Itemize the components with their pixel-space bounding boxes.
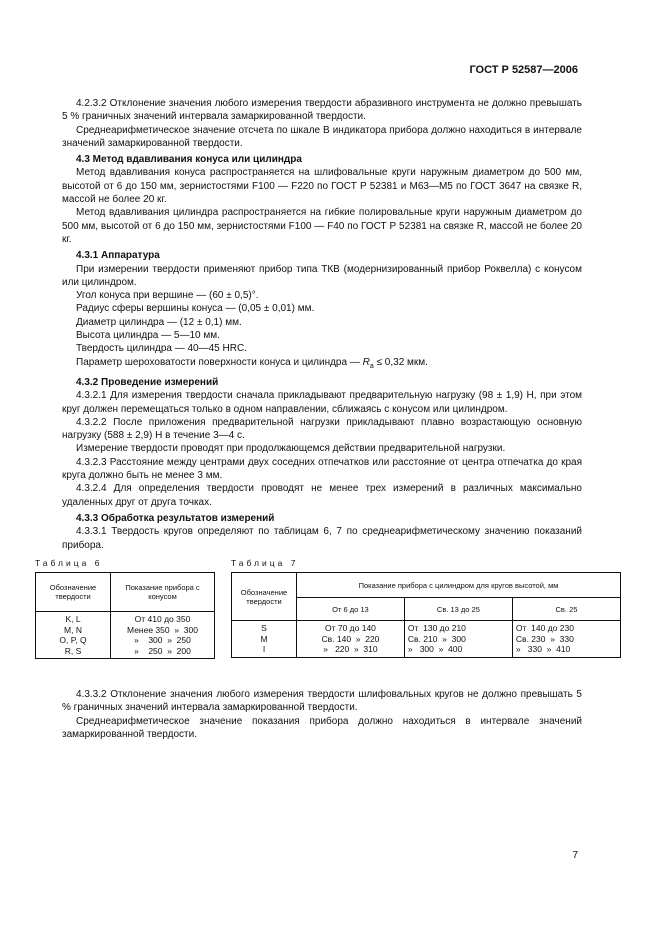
section-heading-4-3-3: 4.3.3 Обработка результатов измерений: [76, 512, 275, 524]
table-6-block: [35, 558, 215, 659]
table-6-designations: K, L M, N O, P, Q R, S: [36, 612, 111, 659]
paragraph: 4.3.2.3 Расстояние между центрами двух соседних отпечатков или расстояние от центра отпечатка до края круга должно быть не менее 3 мм.: [62, 456, 582, 482]
section-heading-4-3: 4.3 Метод вдавливания конуса или цилиндра: [76, 154, 302, 166]
table-header-row: [36, 573, 215, 612]
paragraph: Диаметр цилиндра — (12 ± 0,1) мм.: [76, 316, 242, 328]
table-7-col-6-13: От 6 до 13: [297, 598, 405, 621]
table-6-col-designation: Обозначение твердости: [36, 573, 111, 612]
roughness-symbol: R: [362, 356, 370, 368]
table-7: [231, 572, 621, 658]
paragraph: 4.3.3.2 Отклонение значения любого измерения твердости шлифовальных кругов не должно превышать 5 % граничных значений интервала замаркированной твердости.: [62, 689, 582, 714]
table-6: [35, 572, 215, 659]
paragraph: 4.3.2.2 После приложения предварительной нагрузки прикладывают плавно возрастающую основную нагрузку (588 ± 2,9) Н в течение 3—4 с.: [62, 416, 582, 442]
section-heading-4-3-1: 4.3.1 Аппаратура: [76, 250, 160, 262]
closing-text: [62, 688, 582, 741]
paragraph: Метод вдавливания конуса распространяется на шлифовальные круги наружным диаметром до 500 мм, высотой от 6 до 150 мм, зернистостями F100 — F220 по ГОСТ Р 52381 и М63—М5 по ГОСТ 3647 на связке R, массой не более 20 кг.: [62, 167, 582, 206]
table-6-col-reading: Показание прибора с конусом: [111, 573, 215, 612]
table-7-values-25: От 140 до 230 Св. 230 » 330 » 330 » 410: [512, 621, 620, 658]
paragraph: Измерение твердости проводят при продолжающемся действии предварительной нагрузки.: [76, 443, 506, 455]
document-header: ГОСТ Р 52587—2006: [469, 64, 578, 76]
table-6-readings: От 410 до 350 Менее 350 » 300 » 300 » 250 » 250 » 200: [111, 612, 215, 659]
table-7-group-header: Показание прибора с цилиндром для кругов высотой, мм: [297, 573, 621, 598]
table-7-caption: Таблица 7: [231, 558, 299, 568]
paragraph: Твердость цилиндра — 40—45 HRC.: [76, 343, 247, 355]
paragraph: Метод вдавливания цилиндра распространяется на гибкие полировальные круги наружным диаметром до 500 мм, высотой от 6 до 150 мм, зернистостями F100 — F40 по ГОСТ Р 52381 на связке R, массой не более 20 кг.: [62, 207, 582, 245]
paragraph: Среднеарифметическое значение показания прибора должно находиться в интервале значений замаркированной твердости.: [62, 715, 582, 740]
paragraph: 4.2.3.2 Отклонение значения любого измерения твердости абразивного инструмента не должно превышать 5 % граничных значений интервала замаркированной твердости.: [62, 98, 582, 123]
table-7-values-13-25: От 130 до 210 Св. 210 » 300 » 300 » 400: [404, 621, 512, 658]
table-7-col-13-25: Св. 13 до 25: [404, 598, 512, 621]
table-7-col-25: Св. 25: [512, 598, 620, 621]
table-header-row: [232, 573, 621, 598]
paragraph: Угол конуса при вершине — (60 ± 0,5)°.: [76, 290, 259, 302]
paragraph: 4.3.2.4 Для определения твердости проводят не менее трех измерений в различных максимально удаленных друг от друга точках.: [62, 483, 582, 508]
paragraph: 4.3.2.1 Для измерения твердости сначала прикладывают предварительную нагрузку (98 ± 1,9) Н, при этом круг должен перемещаться только в одном направлении, сближаясь с конусом или цилиндром.: [62, 390, 582, 415]
paragraph: 4.3.3.1 Твердость кругов определяют по таблицам 6, 7 по среднеарифметическому значению показаний прибора.: [62, 526, 582, 551]
paragraph: Высота цилиндра — 5—10 мм.: [76, 330, 220, 342]
table-row: [36, 612, 215, 659]
roughness-paragraph: [62, 356, 582, 373]
table-row: [232, 621, 621, 658]
section-heading-4-3-2: 4.3.2 Проведение измерений: [76, 376, 219, 388]
main-text: [62, 97, 582, 552]
page-number: 7: [572, 850, 578, 861]
table-7-designations: S M I: [232, 621, 297, 658]
table-7-block: [231, 558, 615, 658]
table-6-caption: Таблица 6: [35, 558, 103, 568]
roughness-value: ≤ 0,32 мкм.: [373, 356, 428, 368]
table-7-values-6-13: От 70 до 140 Св. 140 » 220 » 220 » 310: [297, 621, 405, 658]
paragraph: При измерении твердости применяют прибор типа ТКВ (модернизированный прибор Роквелла) с конусом или цилиндром.: [62, 263, 582, 288]
roughness-subscript: a: [369, 362, 374, 370]
table-7-col-designation: Обозначение твердости: [232, 573, 297, 621]
paragraph: Радиус сферы вершины конуса — (0,05 ± 0,01) мм.: [76, 303, 315, 315]
roughness-text: Параметр шероховатости поверхности конуса и цилиндра —: [76, 356, 363, 368]
paragraph: Среднеарифметическое значение отсчета по шкале B индикатора прибора должно находиться в интервале значений замаркированной твердости.: [62, 124, 582, 149]
